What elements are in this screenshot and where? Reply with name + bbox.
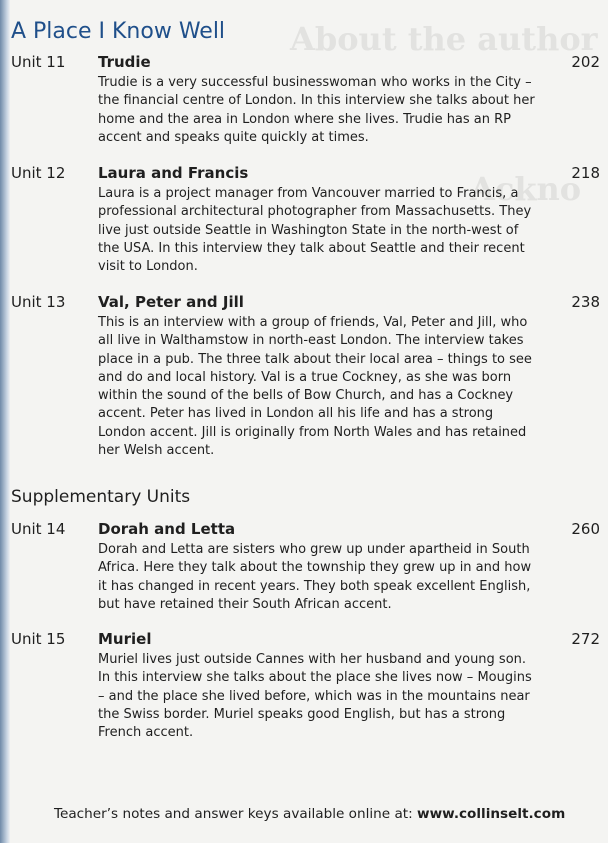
unit-page-number: 202	[571, 53, 600, 71]
unit-name: Val, Peter and Jill	[98, 293, 244, 311]
unit-page-number: 272	[571, 630, 600, 648]
unit-label: Unit 13	[11, 293, 66, 311]
footer-url: www.collinselt.com	[417, 806, 566, 822]
unit-label: Unit 12	[11, 164, 66, 182]
unit-description: Muriel lives just outside Cannes with her husband and young son. In this interview she talks about the place she lives now – Mougins – and the place she lived before, which was in the mountains near the Swiss border. Muriel speaks good English, but has a strong French accent.	[98, 652, 532, 741]
unit-name: Muriel	[98, 630, 152, 648]
unit-page-number: 238	[571, 293, 600, 311]
unit-label: Unit 14	[11, 520, 66, 538]
unit-name: Trudie	[98, 53, 151, 71]
supplementary-title: Supplementary Units	[11, 487, 191, 507]
unit-page-number: 260	[571, 520, 600, 538]
unit-label: Unit 11	[11, 53, 66, 71]
unit-page-number: 218	[571, 164, 600, 182]
section-title: A Place I Know Well	[11, 19, 226, 44]
book-spine-shadow	[0, 0, 10, 843]
unit-name: Dorah and Letta	[98, 520, 236, 538]
unit-description: Dorah and Letta are sisters who grew up under apartheid in South Africa. Here they talk about the township they grew up in and how it has changed in recent years. They both speak excellent English, but have retained their South African accent.	[98, 542, 532, 612]
unit-description: Trudie is a very successful businesswoman who works in the City – the financial centre of London. In this interview she talks about her home and the area in London where she lives. Trudie has an RP accent and speaks quite quickly at times.	[98, 75, 535, 145]
footer-note	[54, 806, 565, 822]
unit-description: This is an interview with a group of friends, Val, Peter and Jill, who all live in Walthamstow in north-east London. The interview takes place in a pub. The three talk about their local area – things to see and do and local history. Val is a true Cockney, as she was born within the sound of the bells of Bow Church, and has a Cockney accent. Peter has lived in London all his life and has a strong London accent. Jill is originally from North Wales and has retained her Welsh accent.	[98, 315, 532, 459]
unit-label: Unit 15	[11, 630, 66, 648]
unit-name: Laura and Francis	[98, 164, 249, 182]
unit-description: Laura is a project manager from Vancouver married to Francis, a professional architectural photographer from Massachusetts. They live just outside Seattle in Washington State in the north-west of the USA. In this interview they talk about Seattle and their recent visit to London.	[98, 186, 532, 275]
show-through-heading-2: Ackno	[470, 170, 582, 208]
footer-text: Teacher’s notes and answer keys available online at:	[54, 806, 418, 822]
show-through-heading: About the author	[290, 20, 598, 58]
